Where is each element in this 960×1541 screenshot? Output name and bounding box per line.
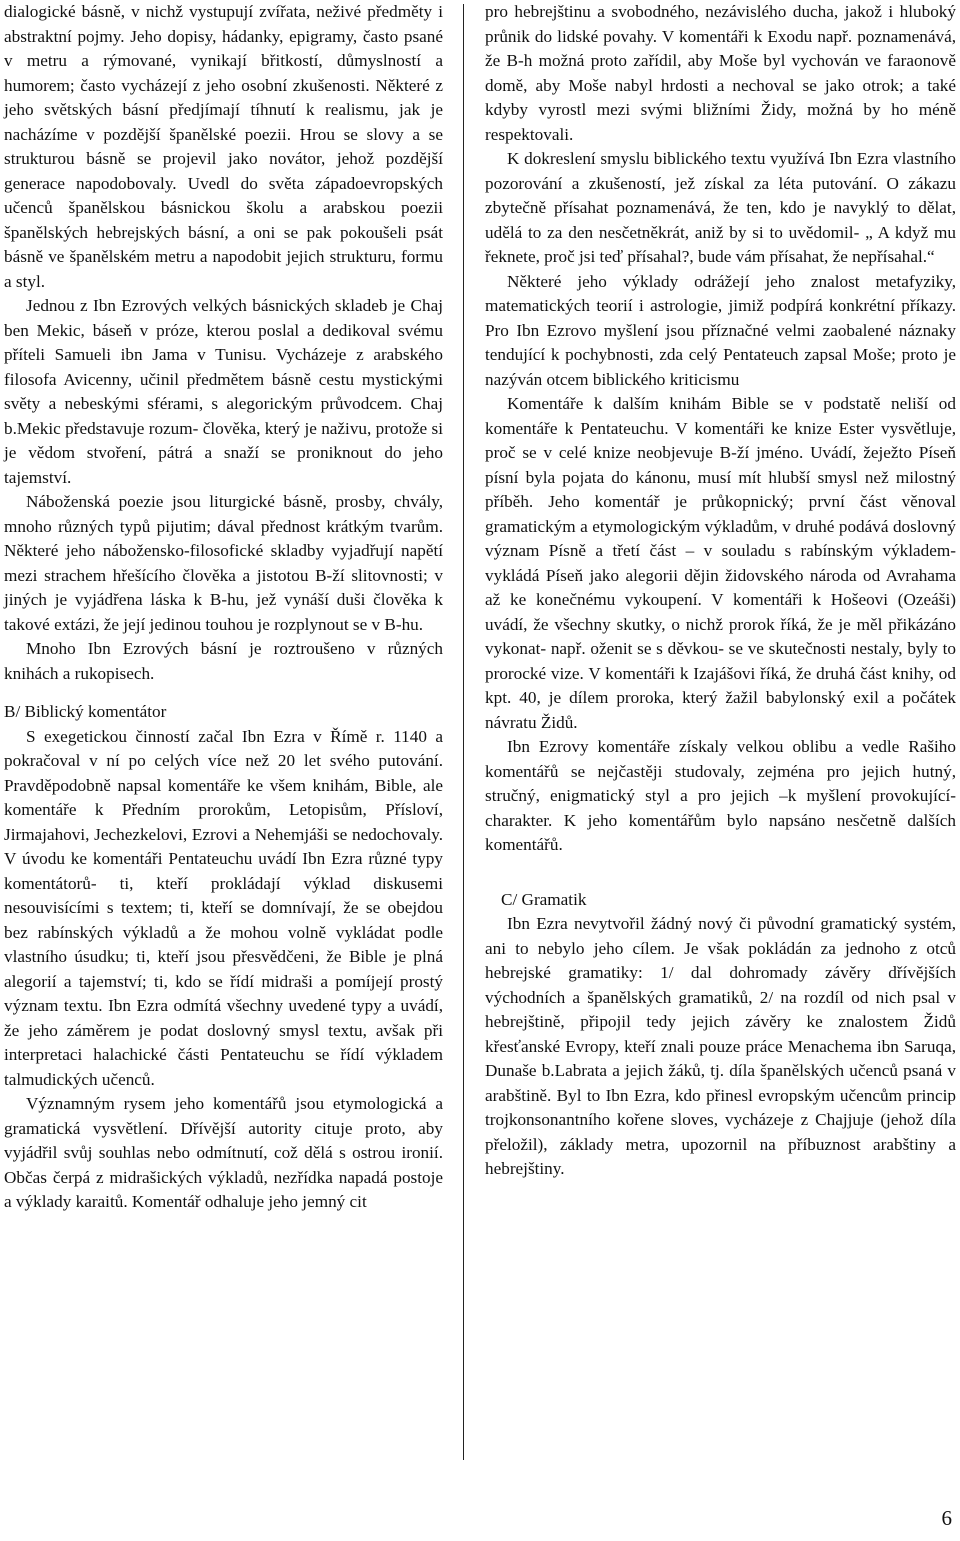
left-paragraph-4: Mnoho Ibn Ezrových básní je roztroušeno v různých knihách a rukopisech. xyxy=(4,639,443,683)
left-paragraph-6: Významným rysem jeho komentářů jsou etymologická a gramatická vysvětlení. Dřívější autority cituje proto, aby vyjádřil svůj souhlas nebo odmítnutí, což dělá s ostrou ironií. Občas čerpá z midrašických výkladů, nezřídka napadá postoje a výklady karaitů. Komentář odhaluje jeho jemný cit xyxy=(4,1094,443,1211)
right-paragraph-5: Ibn Ezrovy komentáře získaly velkou oblibu a vedle Rašiho komentářů se nejčastěji studovaly, zejména pro jejich hutný, stručný, enigmatický styl a pro jejich –k myšlení provokující- charakter. K jeho komentářům bylo napsáno nesčetně dalších komentářů. xyxy=(485,737,956,854)
section-heading-grammarian: C/ Gramatik xyxy=(501,889,587,909)
right-paragraph-6: Ibn Ezra nevytvořil žádný nový či původní gramatický systém, ani to nebylo jeho cílem. Je však pokládán za jednoho z otců hebrejské gramatiky: 1/ dal dohromady závěry dřívějších východních a španělských gramatiků, 2/ na rozdíl od nich psal v hebrejštině, připojil tedy jejich závěry ke znalostem Židů křesťanské Evropy, kteří znali pouze práce Menachema ibn Saruqa, Dunaše b.Labrata a jejich žáků, tj. díla španělských učenců psaná v arabštině. Byl to Ibn Ezra, kdo přinesl evropským učencům princip trojkonsonantního kořene sloves, vycházeje z Chajjuje (jehož díla přeložil), základy metra, upozornil na příbuznost arabštiny a hebrejštiny. xyxy=(485,914,956,1178)
right-paragraph-1: pro hebrejštinu a svobodného, nezávislého ducha, jakož i hluboký průnik do lidské povahy. V komentáři k Exodu např. poznamenává, že B-h možná proto zařídil, aby Moše byl vychován ve faraonově domě, aby Moše nabyl hrdosti a nechoval se jako otrok; a také kdyby vyrostl mezi svými bližními Židy, možná by ho méně respektovali. xyxy=(485,2,956,144)
left-paragraph-2: Jednou z Ibn Ezrových velkých básnických skladeb je Chaj ben Mekic, báseň v próze, kterou poslal a dedikoval svému příteli Samueli ibn Jama v Tunisu. Vycházeje z arabského filosofa Avicenny, učinil předmětem básně cestu mystickými světy a nebeskými sférami, s alegorickým průvodcem. Chaj b.Mekic představuje rozum- člověka, který je naživu, protože si je vědom stvoření, pátrá a snaží se proniknout do jeho tajemství. xyxy=(4,296,443,487)
left-paragraph-3: Náboženská poezie jsou liturgické básně, prosby, chvály, mnoho různých typů pijutim; dával přednost krátkým tvarům. Některé jeho nábožensko-filosofické skladby vyjadřují napětí mezi strachem hřešícího člověka a jistotou B-ží slitovnosti; v jiných je vyjádřena láska k B-hu, jež vynáší duši člověka k takové extázi, že její jedinou touhou je rozplynout se v B-hu. xyxy=(4,492,443,634)
section-heading-biblical-commentator: B/ Biblický komentátor xyxy=(4,702,167,721)
right-paragraph-3: Některé jeho výklady odrážejí jeho znalost metafyziky, matematických teorií i astrologie, jimiž podpírá konkrétní příkazy. Pro Ibn Ezrovo myšlení jsou příznačné velmi zaobalené náznaky tendující k pochybnosti, zda celý Pentateuch zapsal Moše; proto je nazýván otcem biblického kriticismu xyxy=(485,271,956,389)
left-column xyxy=(4,0,443,1215)
right-paragraph-2: K dokreslení smyslu biblického textu využívá Ibn Ezra vlastního pozorování a zkušeností, jež získal za léta putování. O zákazu zbytečně přísahat poznamenává, že ten, kdo je navyklý to dělat, udělá to za den nesčetněkrát, aniž by si to uvědomil- „ A když mu řeknete, proč jsi teď přísahal?, bude vám přísahat, že nepřísahal.“ xyxy=(485,149,956,266)
right-column xyxy=(485,0,956,1182)
column-divider xyxy=(463,4,464,1460)
page-number: 6 xyxy=(941,1506,952,1530)
left-paragraph-5: S exegetickou činností začal Ibn Ezra v Římě r. 1140 a pokračoval v ní po celých více než 20 let svého putování. Pravděpodobně napsal komentáře ke všem knihám, Bible, ale komentáře k Předním prorokům, Letopisům, Přísloví, Jirmajahovi, Jechezkelovi, Ezrovi a Nehemjáši se nedochovaly. V úvodu ke komentáři Pentateuchu uvádí Ibn Ezra různé typy komentátorů- ti, kteří prokládají výklad diskusemi nesouvisícími s textem; ti, kteří se domnívají, že se obejdou bez rabínských výkladů a že mohou volně vykládat podle vlastního úsudku; ti, kteří jsou přesvědčeni, že Bible je plná alegorií a tajemství; ti, kdo se řídí midraši a pomíjejí prostý význam textu. Ibn Ezra odmítá všechny uvedené typy a uvádí, že jeho záměrem je podat doslovný smysl textu, avšak při interpretaci halachické části Pentateuchu se řídí výkladem talmudických učenců. xyxy=(4,726,443,1089)
right-paragraph-4: Komentáře k dalším knihám Bible se v podstatě neliší od komentáře k Pentateuchu. V komentáři ke knize Ester vysvětluje, proč se v celé knize neobjevuje B-ží jméno. Uvádí, žeježto Píseň písní byla pojata do kánonu, musí mít hlubší smysl než milostný příběh. Jeho komentář je průkopnický; první část věnoval gramatickým a etymologickým výkladům, v druhé podává doslovný význam Písně a třetí část – v souladu s rabínským výkladem- vykládá Píseň jako alegorii dějin židovského národa od Avrahama až ke konečnému vykoupení. V komentáři k Hošeovi (Ozeáši) uvádí, že všechny skutky, o nichž prorok říká, že je měl přikázáno vykonat- např. oženit se s děvkou- se ve skutečnosti nestaly, byly to prorocké vize. V komentáři k Izajášovi říká, že druhá část knihy, od kpt. 40, je dílem proroka, který žažil babylonský exil a počátek návratu Židů. xyxy=(485,394,956,732)
left-paragraph-1: dialogické básně, v nichž vystupují zvířata, neživé předměty i abstraktní pojmy. Jeho dopisy, hádanky, epigramy, často psané v metru a rýmované, vynikají břitkostí, důmyslností a humorem; často vycházejí z jeho osobní zkušenosti. Některé z jeho světských básní předjímají tíhnutí k realismu, jak je nacházíme v pozdější španělské poezii. Hrou se slovy a se strukturou básně se projevil jako novátor, jehož pozdější generace napodobovaly. Uvedl do světa západoevropských učenců španělskou básnickou školu a arabskou poezii španělských hebrejských básní, a oni se pak pokoušeli psát básně ve španělském metru a napodobit jejich strukturu, formu a styl. xyxy=(4,2,443,291)
